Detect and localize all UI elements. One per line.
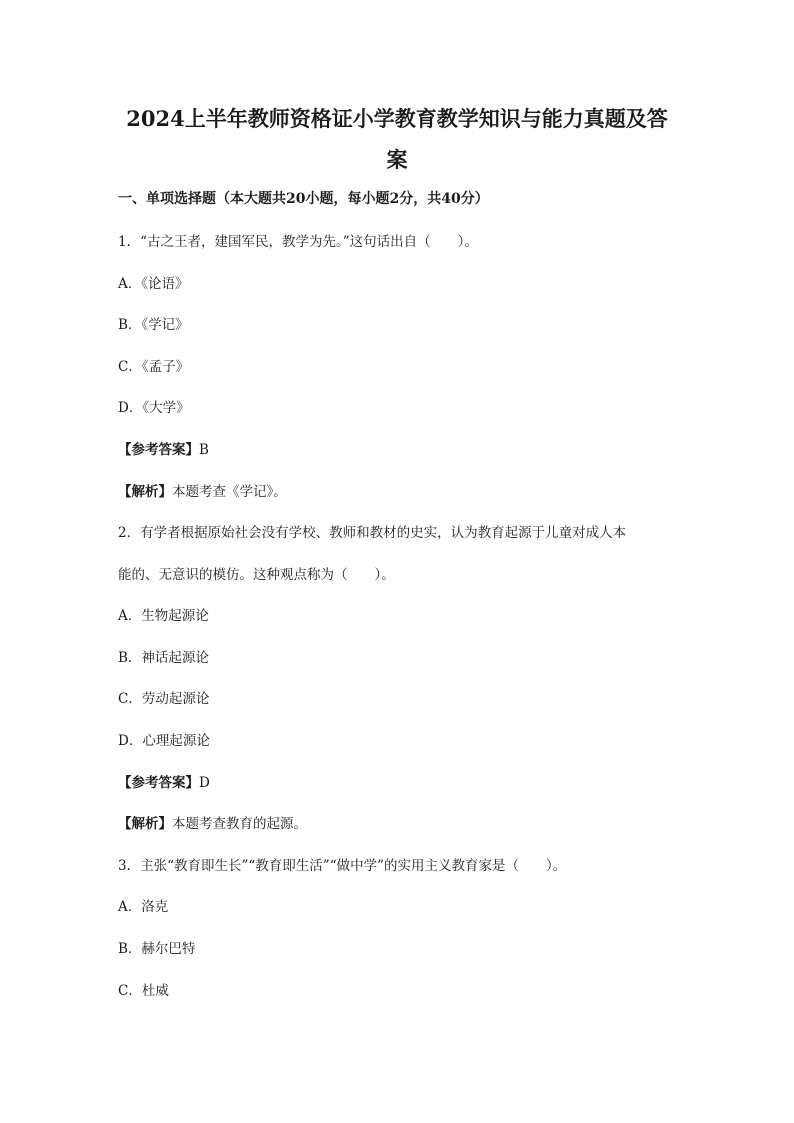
analysis-text: 本题考查教育的起源。 [172, 816, 307, 832]
question-1-option-a: A．《论语》 [118, 276, 189, 292]
question-1-analysis [118, 486, 287, 500]
question-1-stem: 1．“古之王者，建国军民，教学为先。”这句话出自（ ）。 [118, 234, 478, 250]
question-1-option-d: D．《大学》 [118, 400, 190, 416]
question-2-option-d: D．心理起源论 [118, 733, 210, 749]
question-3-stem: 3．主张“教育即生长”“教育即生活”“做中学”的实用主义教育家是（ ）。 [118, 858, 567, 874]
question-3-option-c: C．杜威 [118, 983, 169, 999]
question-1-option-c: C．《孟子》 [118, 359, 190, 375]
answer-label: 【参考答案】 [118, 775, 199, 791]
question-2-option-b: B．神话起源论 [118, 650, 209, 666]
question-3-option-b: B．赫尔巴特 [118, 941, 196, 957]
question-2-answer [118, 777, 210, 791]
analysis-label: 【解析】 [118, 484, 172, 500]
document-title-line-1: 2024上半年教师资格证小学教育教学知识与能力真题及答 [126, 106, 668, 131]
question-2-stem-line-2: 能的、无意识的模仿。这种观点称为（ ）。 [118, 567, 395, 583]
answer-value: B [199, 442, 209, 458]
question-2-stem-line-1: 2．有学者根据原始社会没有学校、教师和教材的史实，认为教育起源于儿童对成人本 [118, 525, 627, 541]
analysis-text: 本题考查《学记》。 [172, 484, 287, 500]
question-1-answer [118, 444, 209, 458]
section-heading: 一、单项选择题（本大题共20小题，每小题2分，共40分） [118, 191, 489, 207]
answer-value: D [199, 775, 210, 791]
question-2-option-a: A．生物起源论 [118, 608, 209, 624]
answer-label: 【参考答案】 [118, 442, 199, 458]
question-2-analysis [118, 818, 307, 832]
question-1-option-b: B．《学记》 [118, 317, 189, 333]
question-2-option-c: C．劳动起源论 [118, 691, 210, 707]
analysis-label: 【解析】 [118, 816, 172, 832]
question-3-option-a: A．洛克 [118, 899, 169, 915]
document-title-line-2: 案 [386, 147, 408, 172]
